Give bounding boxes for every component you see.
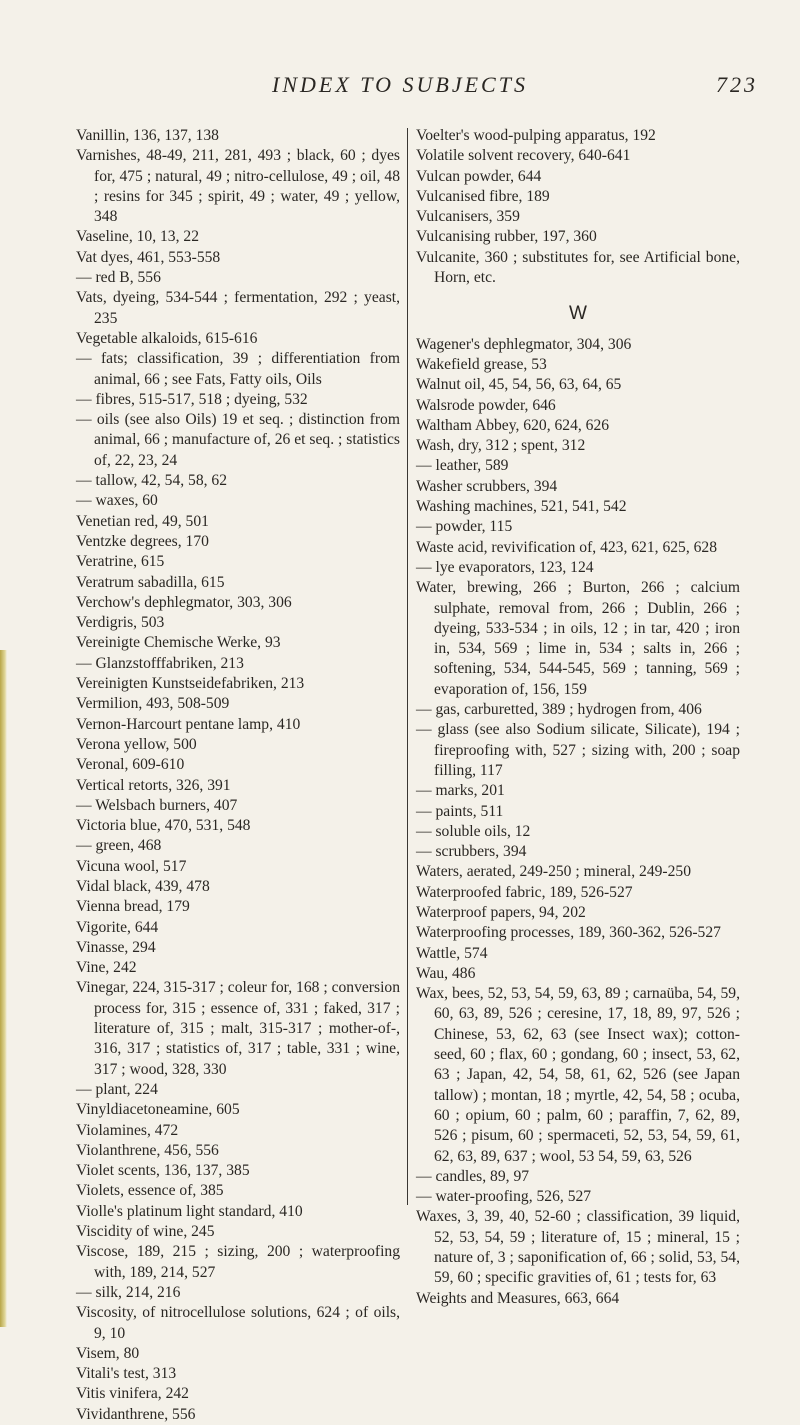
index-entry: — silk, 214, 216: [76, 1283, 181, 1301]
index-entry: Vernon-Harcourt pentane lamp, 410: [76, 715, 301, 733]
index-entry: Victoria blue, 470, 531, 548: [76, 817, 251, 835]
index-entry: Waterproofing processes, 189, 360-362, 526-527: [416, 924, 721, 942]
index-entry: Venetian red, 49, 501: [76, 512, 209, 530]
index-entry: Wattle, 574: [416, 944, 488, 962]
index-entry: Vereinigten Kunstseidefabriken, 213: [76, 675, 305, 693]
index-entry: Vulcanisers, 359: [416, 208, 520, 226]
index-entry: — waxes, 60: [76, 492, 158, 510]
page-edge-stain: [0, 650, 7, 1327]
running-title: INDEX TO SUBJECTS: [272, 72, 528, 97]
index-entry: Verona yellow, 500: [76, 735, 197, 753]
index-entry: Waxes, 3, 39, 40, 52-60 ; classification, 39 liquid, 52, 53, 54, 59 ; literature of, 15 ; mineral, 15 ; nature of, 3 ; saponification of, 66 ; solid, 53, 54, 59, 60 ; specific gravities of, 61 ; tests for, 63: [416, 1208, 740, 1287]
index-entry: Vine, 242: [76, 959, 137, 977]
index-entry: Vinegar, 224, 315-317 ; coleur for, 168 ; conversion process for, 315 ; essence of, 331 ; faked, 317 ; literature of, 315 ; malt, 315-317 ; mother-of-, 316, 317 ; statistics of, 317 ; table, 331 ; wine, 317 ; wood, 328, 330: [76, 979, 400, 1078]
index-entry: Vitali's test, 313: [76, 1365, 177, 1383]
index-entry: — tallow, 42, 54, 58, 62: [76, 472, 228, 490]
index-entry: — glass (see also Sodium silicate, Silicate), 194 ; fireproofing with, 527 ; sizing with, 200 ; soap filling, 117: [416, 721, 740, 779]
index-entry: — scrubbers, 394: [416, 843, 527, 861]
index-entry: Waltham Abbey, 620, 624, 626: [416, 416, 610, 434]
index-entry: Washing machines, 521, 541, 542: [416, 498, 627, 516]
index-entry: Wagener's dephlegmator, 304, 306: [416, 335, 632, 353]
index-entry: Varnishes, 48-49, 211, 281, 493 ; black, 60 ; dyes for, 475 ; natural, 49 ; nitro-cellulose, 49 ; oil, 48 ; resins for 345 ; spirit, 49 ; water, 49 ; yellow, 348: [76, 147, 400, 226]
index-entry: Waterproofed fabric, 189, 526-527: [416, 883, 633, 901]
index-entry: Vigorite, 644: [76, 918, 159, 936]
index-entry: Vinyldiacetoneamine, 605: [76, 1101, 240, 1119]
index-entry: — green, 468: [76, 837, 162, 855]
index-entry: Wax, bees, 52, 53, 54, 59, 63, 89 ; carnaüba, 54, 59, 60, 63, 89, 526 ; ceresine, 17, 18, 89, 97, 526 ; Chinese, 53, 62, 63 (see Insect wax); cotton-seed, 60 ; flax, 60 ; gondang, 60 ; insect, 53, 62, 63 ; Japan, 42, 54, 58, 61, 62, 526 (see Japan tallow) ; montan, 18 ; myrtle, 42, 54, 58 ; ocuba, 60 ; opium, 60 ; palm, 60 ; paraffin, 7, 62, 89, 526 ; pisum, 60 ; spermaceti, 52, 53, 54, 59, 61, 62, 63, 89, 637 ; wool, 53 54, 59, 63, 526: [416, 985, 740, 1165]
index-entry: Volatile solvent recovery, 640-641: [416, 147, 631, 165]
index-entry: — fats; classification, 39 ; differentiation from animal, 66 ; see Fats, Fatty oils, Oils: [76, 350, 400, 388]
index-entry: Vats, dyeing, 534-544 ; fermentation, 292 ; yeast, 235: [76, 289, 400, 327]
index-entry: Wau, 486: [416, 964, 476, 982]
index-entry: Water, brewing, 266 ; Burton, 266 ; calcium sulphate, removal from, 266 ; Dublin, 266 ; dyeing, 533-534 ; in oils, 12 ; in tar, 420 ; iron in, 534, 569 ; lime in, 534 ; salts in, 266 ; softening, 534, 544-545, 569 ; tanning, 569 ; evaporation of, 156, 159: [416, 579, 740, 698]
index-entry: Vat dyes, 461, 553-558: [76, 248, 221, 266]
index-entry: — red B, 556: [76, 269, 161, 287]
right-v-entries: [416, 126, 740, 288]
index-entry: Viscose, 189, 215 ; sizing, 200 ; waterproofing with, 189, 214, 527: [76, 1243, 400, 1281]
index-entry: — marks, 201: [416, 782, 505, 800]
index-entry: Vienna bread, 179: [76, 898, 190, 916]
index-entry: — powder, 115: [416, 518, 513, 536]
index-entry: Ventzke degrees, 170: [76, 532, 209, 550]
index-entry: Veratrum sabadilla, 615: [76, 573, 225, 591]
index-entry: Vereinigte Chemische Werke, 93: [76, 634, 281, 652]
index-entry: Violamines, 472: [76, 1121, 179, 1139]
index-entry: Vividanthrene, 556: [76, 1405, 196, 1423]
index-entry: Vulcan powder, 644: [416, 167, 542, 185]
index-entry: — soluble oils, 12: [416, 822, 531, 840]
index-entry: Waterproof papers, 94, 202: [416, 903, 586, 921]
index-entry: Veratrine, 615: [76, 553, 165, 571]
index-entry: — fibres, 515-517, 518 ; dyeing, 532: [76, 390, 308, 408]
index-entry: — gas, carburetted, 389 ; hydrogen from, 406: [416, 701, 702, 719]
right-w-entries: [416, 335, 740, 1309]
index-entry: Visem, 80: [76, 1344, 140, 1362]
index-entry: Violle's platinum light standard, 410: [76, 1202, 303, 1220]
index-entry: Weights and Measures, 663, 664: [416, 1289, 620, 1307]
index-entry: Viscidity of wine, 245: [76, 1223, 215, 1241]
index-entry: — candles, 89, 97: [416, 1167, 530, 1185]
index-entry: Wash, dry, 312 ; spent, 312: [416, 437, 586, 455]
index-entry: Veronal, 609-610: [76, 756, 185, 774]
column-divider: [407, 128, 408, 1205]
index-entry: Vaseline, 10, 13, 22: [76, 228, 199, 246]
index-entry: — Glanzstofffabriken, 213: [76, 654, 244, 672]
index-entry: Washer scrubbers, 394: [416, 477, 558, 495]
index-entry: — lye evaporators, 123, 124: [416, 558, 594, 576]
index-entry: Voelter's wood-pulping apparatus, 192: [416, 127, 656, 144]
index-entry: Walnut oil, 45, 54, 56, 63, 64, 65: [416, 376, 622, 394]
left-column: [76, 126, 400, 1425]
index-entry: Violet scents, 136, 137, 385: [76, 1162, 250, 1180]
index-entry: Vegetable alkaloids, 615-616: [76, 329, 258, 347]
index-entry: Verdigris, 503: [76, 614, 165, 632]
index-entry: — water-proofing, 526, 527: [416, 1188, 592, 1206]
index-entry: Waste acid, revivification of, 423, 621, 625, 628: [416, 538, 718, 556]
index-entry: — oils (see also Oils) 19 et seq. ; distinction from animal, 66 ; manufacture of, 26 et seq. ; statistics of, 22, 23, 24: [76, 411, 400, 469]
index-entry: Verchow's dephlegmator, 303, 306: [76, 593, 292, 611]
index-entry: — Welsbach burners, 407: [76, 796, 238, 814]
index-entry: Violets, essence of, 385: [76, 1182, 224, 1200]
index-entry: — leather, 589: [416, 457, 509, 475]
index-entry: Vulcanised fibre, 189: [416, 187, 550, 205]
index-entry: Violanthrene, 456, 556: [76, 1141, 219, 1159]
index-entry: Wakefield grease, 53: [416, 355, 547, 373]
index-entry: — paints, 511: [416, 802, 504, 820]
index-entry: Vermilion, 493, 508-509: [76, 695, 230, 713]
index-entry: Vitis vinifera, 242: [76, 1385, 189, 1403]
index-entry: Vulcanite, 360 ; substitutes for, see Artificial bone, Horn, etc.: [416, 248, 740, 287]
section-letter-w: W: [569, 303, 587, 325]
index-entry: Vulcanising rubber, 197, 360: [416, 228, 597, 246]
index-entry: Vidal black, 439, 478: [76, 877, 210, 895]
index-entry: Viscosity, of nitrocellulose solutions, 624 ; of oils, 9, 10: [76, 1304, 400, 1342]
index-entry: Vicuna wool, 517: [76, 857, 187, 875]
right-column: [416, 126, 740, 1309]
index-entry: Vertical retorts, 326, 391: [76, 776, 231, 794]
index-entry: Vinasse, 294: [76, 938, 156, 956]
index-entry: Walsrode powder, 646: [416, 396, 556, 414]
index-entry: — plant, 224: [76, 1080, 158, 1098]
index-entry: Vanillin, 136, 137, 138: [76, 127, 219, 144]
page-number: 723: [716, 72, 758, 97]
index-entry: Waters, aerated, 249-250 ; mineral, 249-250: [416, 863, 692, 881]
